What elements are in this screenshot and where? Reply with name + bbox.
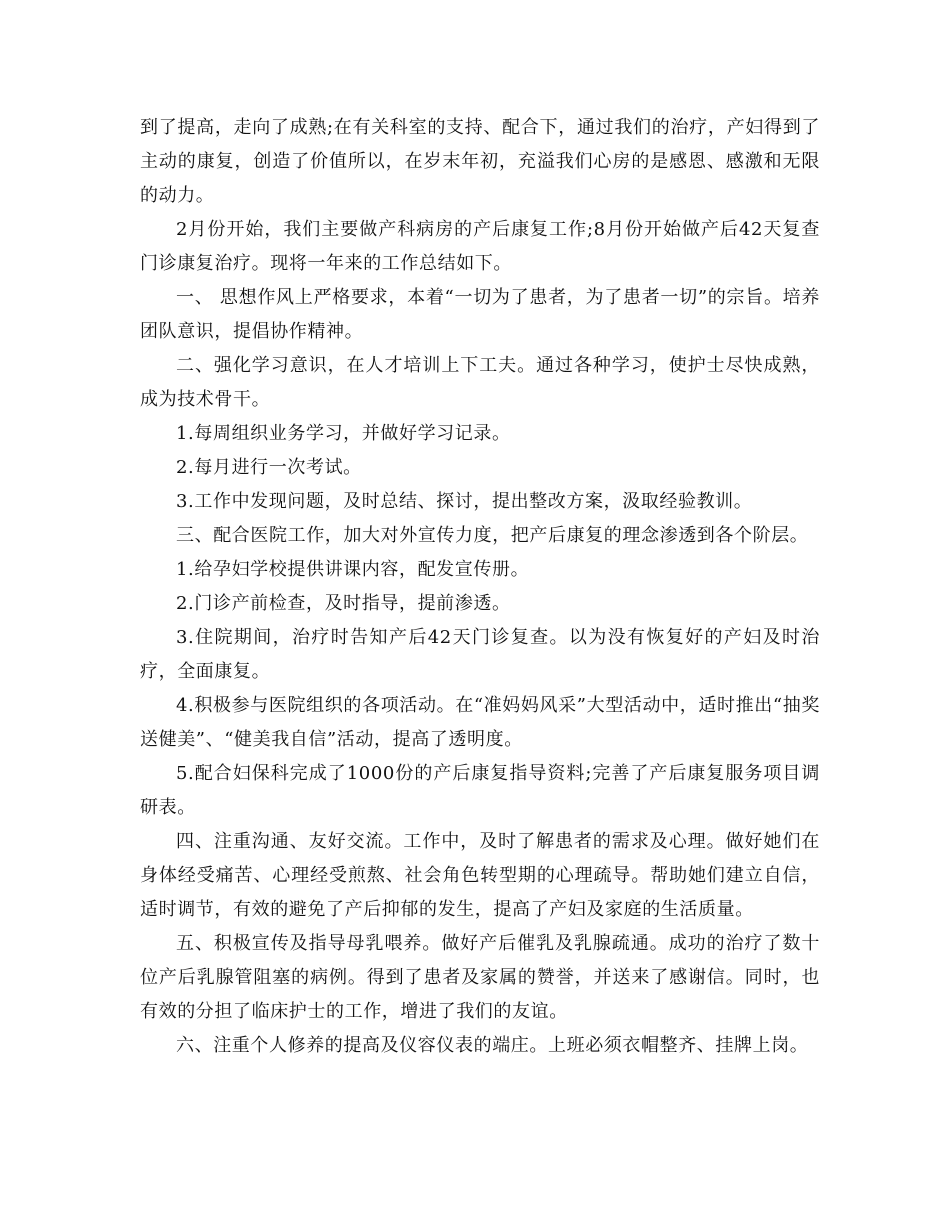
list-item: 1.给孕妇学校提供讲课内容，配发宣传册。 [176,559,530,580]
paragraph-section-5: 五、积极宣传及指导母乳喂养。做好产后催乳及乳腺疏通。成功的治疗了数十位产后乳腺管阻塞的病例。得到了患者及家属的赞誉，并送来了感谢信。同时，也有效的分担了临床护士的工作，增进了我们的友谊。 [140,933,820,1022]
list-item: 2.门诊产前检查，及时指导，提前渗透。 [176,593,511,614]
list-item: 5.配合妇保科完成了1000份的产后康复指导资料;完善了产后康复服务项目调研表。 [140,763,820,818]
list-item: 4.积极参与医院组织的各项活动。在“准妈妈风采”大型活动中，适时推出“抽奖送健美”、“健美我自信”活动，提高了透明度。 [140,695,820,750]
paragraph-intro: 2月份开始，我们主要做产科病房的产后康复工作;8月份开始做产后42天复查门诊康复治疗。现将一年来的工作总结如下。 [140,219,820,274]
list-item: 2.每月进行一次考试。 [176,457,362,478]
list-item: 1.每周组织业务学习，并做好学习记录。 [176,423,511,444]
paragraph-section-6: 六、注重个人修养的提高及仪容仪表的端庄。上班必须衣帽整齐、挂牌上岗。 [176,1035,809,1056]
paragraph-section-2: 二、强化学习意识，在人才培训上下工夫。通过各种学习，使护士尽快成熟，成为技术骨干。 [140,355,820,410]
paragraph-continuation: 到了提高，走向了成熟;在有关科室的支持、配合下，通过我们的治疗，产妇得到了主动的康复，创造了价值所以，在岁末年初，充溢我们心房的是感恩、感激和无限的动力。 [140,117,820,206]
list-item: 3.住院期间，治疗时告知产后42天门诊复查。以为没有恢复好的产妇及时治疗，全面康复。 [140,627,820,682]
paragraph-section-3: 三、配合医院工作，加大对外宣传力度，把产后康复的理念渗透到各个阶层。 [176,525,809,546]
paragraph-section-4: 四、注重沟通、友好交流。工作中，及时了解患者的需求及心理。做好她们在身体经受痛苦、心理经受煎熬、社会角色转型期的心理疏导。帮助她们建立自信，适时调节，有效的避免了产后抑郁的发生，提高了产妇及家庭的生活质量。 [140,831,820,920]
document-body [140,111,820,1063]
list-item: 3.工作中发现问题，及时总结、探讨，提出整改方案，汲取经验教训。 [176,491,753,512]
paragraph-section-1: 一、 思想作风上严格要求，本着“一切为了患者，为了患者一切”的宗旨。培养团队意识，提倡协作精神。 [140,287,820,342]
